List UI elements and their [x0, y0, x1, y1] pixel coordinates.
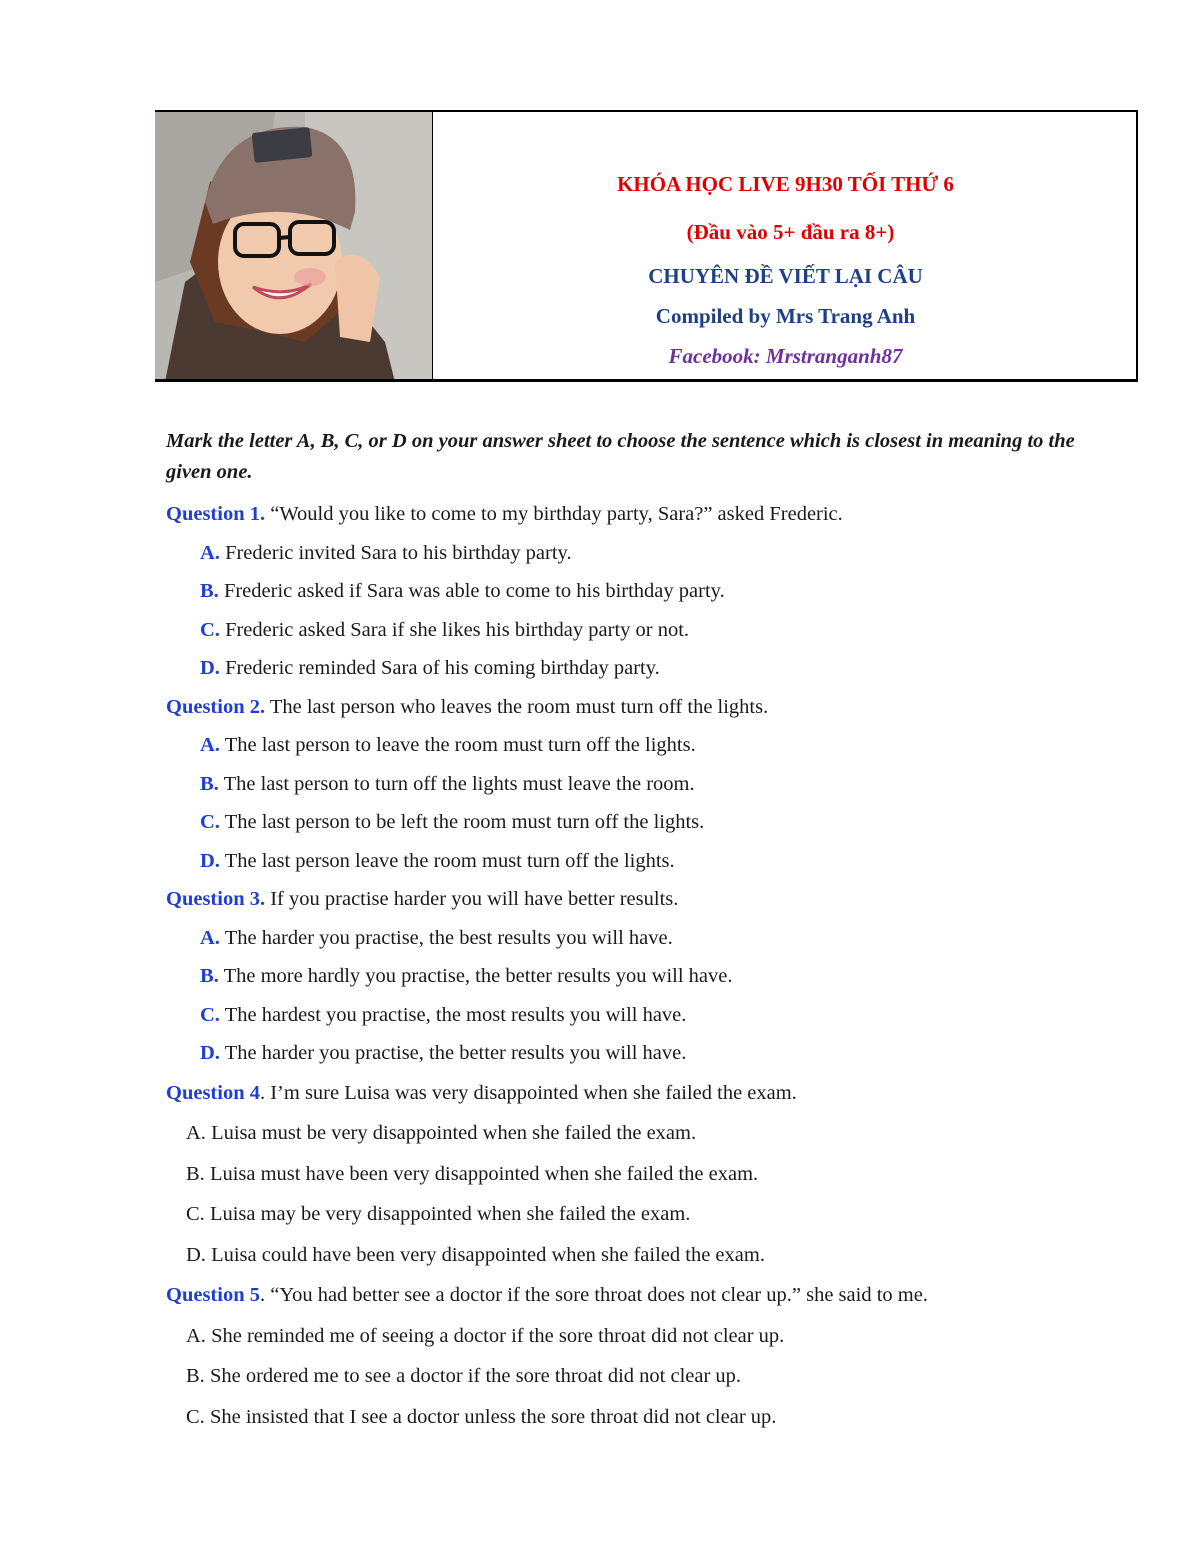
option-3d: D. The harder you practise, the better results you will have.	[200, 1042, 687, 1064]
header-box	[155, 110, 1138, 382]
question-label: Question 5	[166, 1284, 260, 1306]
course-title: KHÓA HỌC LIVE 9H30 TỐI THỨ 6	[617, 172, 954, 196]
option-4a: A. Luisa must be very disappointed when she failed the exam.	[186, 1122, 697, 1144]
option-1d: D. Frederic reminded Sara of his coming birthday party.	[200, 657, 660, 679]
question-label: Question 2.	[166, 695, 266, 718]
option-1b: B. Frederic asked if Sara was able to come to his birthday party.	[200, 580, 725, 602]
question-label: Question 4	[166, 1081, 260, 1104]
question-text: . “You had better see a doctor if the sore throat does not clear up.” she said to me.	[259, 1284, 928, 1306]
question-1	[166, 495, 1106, 534]
option-4c: C. Luisa may be very disappointed when she failed the exam.	[186, 1203, 691, 1225]
question-5	[166, 1275, 1106, 1316]
option-2a: A. The last person to leave the room must turn off the lights.	[200, 734, 696, 756]
question-text: The last person who leaves the room must turn off the lights.	[265, 695, 769, 718]
question-text: . I’m sure Luisa was very disappointed when she failed the exam.	[259, 1081, 797, 1104]
option-5c: C. She insisted that I see a doctor unless the sore throat did not clear up.	[186, 1405, 777, 1428]
instruction: Mark the letter A, B, C, or D on your answer sheet to choose the sentence which is closest in meaning to the given one.	[166, 430, 1075, 483]
option-3b: B. The more hardly you practise, the better results you will have.	[200, 965, 733, 987]
option-3c: C. The hardest you practise, the most results you will have.	[200, 1003, 687, 1026]
question-2	[166, 688, 1106, 727]
option-1a: A. Frederic invited Sara to his birthday party.	[200, 541, 572, 564]
question-4	[166, 1073, 1106, 1114]
title-block	[433, 112, 1138, 379]
option-4b: B. Luisa must have been very disappointed when she failed the exam.	[186, 1162, 759, 1185]
exercise-content	[166, 426, 1106, 1437]
question-3	[166, 880, 1106, 919]
question-label: Question 3.	[166, 888, 266, 910]
option-2d: D. The last person leave the room must turn off the lights.	[200, 849, 675, 872]
option-2c: C. The last person to be left the room must turn off the lights.	[200, 811, 705, 833]
author-credit: Compiled by Mrs Trang Anh	[655, 304, 916, 328]
option-5a: A. She reminded me of seeing a doctor if the sore throat did not clear up.	[186, 1324, 785, 1347]
question-text: If you practise harder you will have better results.	[265, 888, 679, 910]
option-3a: A. The harder you practise, the best results you will have.	[200, 926, 673, 949]
option-5b: B. She ordered me to see a doctor if the sore throat did not clear up.	[186, 1365, 742, 1387]
author-photo	[155, 112, 433, 379]
question-label: Question 1.	[166, 503, 266, 525]
option-2b: B. The last person to turn off the lights must leave the room.	[200, 772, 695, 795]
topic-title: CHUYÊN ĐỀ VIẾT LẠI CÂU	[648, 264, 923, 288]
option-4d: D. Luisa could have been very disappointed when she failed the exam.	[186, 1243, 765, 1266]
course-level: (Đầu vào 5+ đầu ra 8+)	[686, 220, 895, 244]
question-text: “Would you like to come to my birthday party, Sara?” asked Frederic.	[265, 503, 843, 525]
facebook-handle: Facebook: Mrstranganh87	[668, 344, 903, 368]
option-1c: C. Frederic asked Sara if she likes his birthday party or not.	[200, 618, 690, 641]
